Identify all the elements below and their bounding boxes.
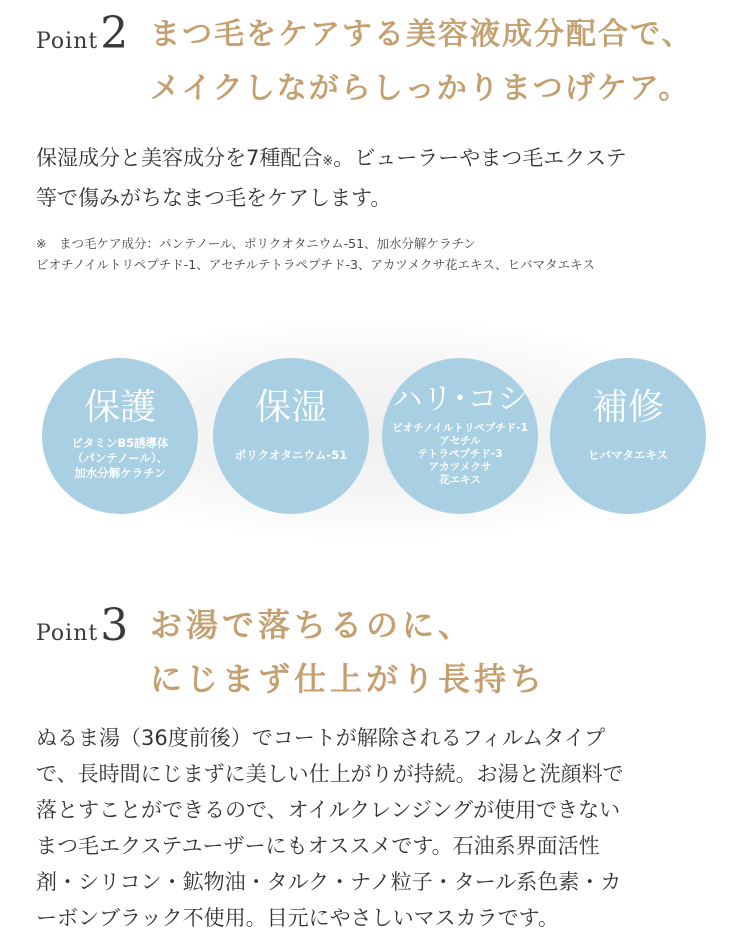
bubble-desc-line: アカツメクサ xyxy=(428,461,492,473)
bubble-desc-line: ビタミンB5誘導体 xyxy=(71,436,169,450)
ingredient-note xyxy=(36,233,595,275)
bubble-desc-line: テトラペプチド-3 xyxy=(417,448,503,460)
bubble-desc-line: ヒバマタエキス xyxy=(587,448,669,462)
bubble-repair xyxy=(550,358,706,514)
heading-line: まつ毛をケアする美容液成分配合で、 xyxy=(150,17,694,52)
heading-line: メイクしながらしっかりまつげケア。 xyxy=(150,71,691,106)
point-number: 2 xyxy=(100,8,129,59)
bubble-desc-line: （パンテノール）、 xyxy=(71,451,169,465)
bubble-desc-line: ポリクオタニウム-51 xyxy=(234,448,348,462)
bubble-firmness xyxy=(382,358,538,514)
body-line: ーボンブラック不使用。目元にやさしいマスカラです。 xyxy=(36,906,559,930)
body-line: ぬるま湯（36度前後）でコートが解除されるフィルムタイプ xyxy=(36,726,606,750)
note-line: ビオチノイルトリペプチド-1、アセチルテトラペプチド-3、アカツメクサ花エキス、ヒバマタエキス xyxy=(36,257,595,272)
point-word: Point xyxy=(36,621,99,646)
bubble-desc xyxy=(42,436,198,481)
point-3-body xyxy=(36,720,624,936)
point-2-heading xyxy=(150,8,693,116)
heading-line: お湯で落ちるのに、 xyxy=(150,606,475,644)
body-line: 剤・シリコン・鉱物油・タルク・ナノ粒子・タール系色素・カ xyxy=(36,870,622,894)
bubble-title: 保護 xyxy=(83,387,156,428)
body-line: まつ毛エクステユーザーにもオススメです。石油系界面活性 xyxy=(36,834,600,858)
bubble-desc-line: 加水分解ケラチン xyxy=(74,466,166,480)
bubble-moisture xyxy=(213,358,369,514)
body-line: 落とすことができるので、オイルクレンジングが使用できない xyxy=(36,798,621,822)
body-text-rest: 。ビューラーやまつ毛エクステ xyxy=(333,146,627,170)
point-word: Point xyxy=(36,29,99,54)
bubble-desc-line: 花エキス xyxy=(439,474,481,486)
heading-line: にじまず仕上がり長持ち xyxy=(150,660,547,698)
bubble-title: 補修 xyxy=(591,387,664,428)
point-3-heading xyxy=(150,598,546,706)
bubble-title: ハリ･コシ xyxy=(392,382,528,417)
bubble-title: 保湿 xyxy=(254,387,327,428)
point-3-label xyxy=(36,600,128,651)
point-2-body xyxy=(36,140,627,216)
bubble-desc xyxy=(550,448,706,463)
body-line xyxy=(36,140,627,180)
note-mark: ※ xyxy=(322,154,334,169)
bubble-desc xyxy=(213,448,369,463)
point-2-label xyxy=(36,8,128,59)
body-line: 等で傷みがちなまつ毛をケアします。 xyxy=(36,186,392,210)
point-number: 3 xyxy=(100,600,129,651)
body-text-main: 保湿成分と美容成分を7種配合 xyxy=(36,146,323,170)
bubble-desc-line: ビオチノイルトリペプチド-1 xyxy=(392,422,528,434)
bubble-desc xyxy=(382,422,538,487)
body-line: で、長時間にじまずに美しい仕上がりが持続。お湯と洗顔料で xyxy=(36,762,624,786)
note-line: ※ まつ毛ケア成分：パンテノール、ポリクオタニウム-51、加水分解ケラチン xyxy=(36,236,476,251)
bubble-desc-line: アセチル xyxy=(439,435,481,447)
bubble-protection xyxy=(42,358,198,514)
